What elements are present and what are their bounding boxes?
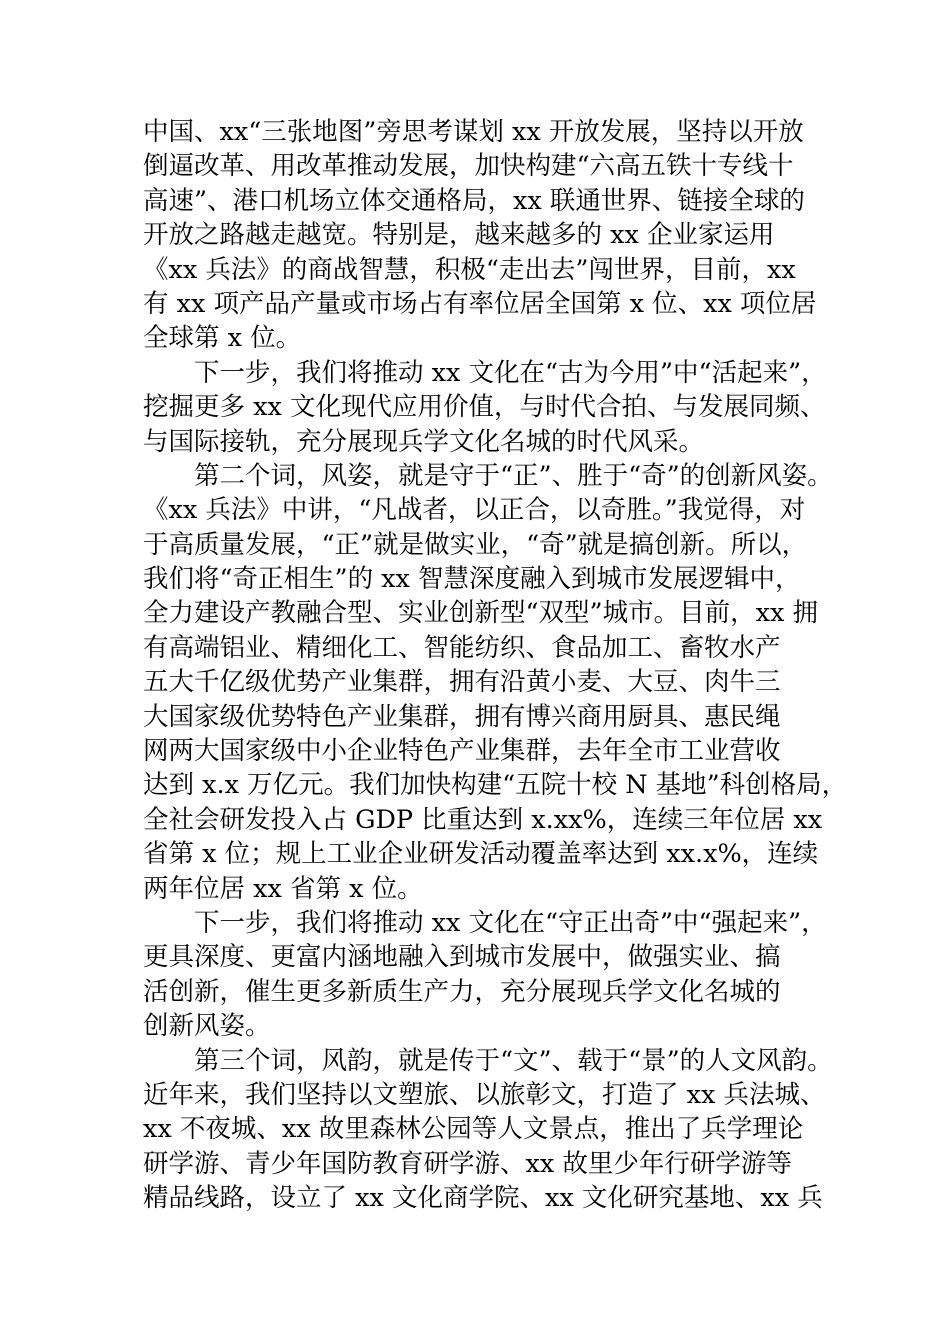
text-line: 全球第 x 位。: [143, 323, 302, 354]
text-line: 更具深度、更富内涵地融入到城市发展中，做强实业、搞: [143, 942, 781, 973]
text-line: 下一步，我们将推动 xx 文化在“守正出奇”中“强起来”，: [194, 907, 827, 938]
paragraph-opening-continued: [143, 115, 833, 356]
text-line: 两年位居 xx 省第 x 位。: [143, 873, 423, 904]
text-line: 精品线路，设立了 xx 文化商学院、xx 文化研究基地、xx 兵: [143, 1183, 823, 1214]
text-line: 省第 x 位；规上工业企业研发活动覆盖率达到 xx.x%，连续: [143, 839, 819, 870]
text-line: 挖掘更多 xx 文化现代应用价值，与时代合拍、与发展同频、: [143, 392, 826, 423]
text-line: 开放之路越走越宽。特别是，越来越多的 xx 企业家运用: [143, 220, 775, 251]
text-line: 有 xx 项产品产量或市场占有率位居全国第 x 位、xx 项位居: [143, 288, 817, 319]
text-line: 研学游、青少年国防教育研学游、xx 故里少年行研学游等: [143, 1148, 792, 1179]
text-line: 大国家级优势特色产业集群，拥有博兴商用厨具、惠民绳: [143, 701, 781, 732]
text-line: 全力建设产教融合型、实业创新型“双型”城市。目前，xx 拥: [143, 598, 818, 629]
text-line: 于高质量发展，“正”就是做实业，“奇”就是搞创新。所以，: [143, 529, 808, 560]
text-line: 近年来，我们坚持以文塑旅、以旅彰文，打造了 xx 兵法城、: [143, 1079, 826, 1110]
text-line: 全社会研发投入占 GDP 比重达到 x.xx%，连续三年位居 xx: [143, 804, 823, 835]
text-line: 活创新，催生更多新质生产力，充分展现兵学文化名城的: [143, 976, 781, 1007]
text-line: 倒逼改革、用改革推动发展，加快构建“六高五铁十专线十: [143, 151, 794, 182]
text-line: 有高端铝业、精细化工、智能纺织、食品加工、畜牧水产: [143, 632, 781, 663]
text-line: 《xx 兵法》的商战智慧，积极“走出去”闯世界，目前，xx: [143, 254, 796, 285]
text-line: 《xx 兵法》中讲，“凡战者，以正合，以奇胜。”我觉得，对: [143, 495, 806, 526]
document-body: [143, 115, 848, 1216]
text-line: 下一步，我们将推动 xx 文化在“古为今用”中“活起来”，: [194, 357, 827, 388]
text-line: 中国、xx“三张地图”旁思考谋划 xx 开放发展，坚持以开放: [143, 117, 804, 147]
text-line: xx 不夜城、xx 故里森林公园等人文景点，推出了兵学理论: [143, 1114, 804, 1145]
paragraph-second-word: [143, 459, 848, 906]
text-line: 达到 x.x 万亿元。我们加快构建“五院十校 N 基地”科创格局，: [143, 770, 848, 801]
text-line: 与国际接轨，充分展现兵学文化名城的时代风采。: [143, 426, 705, 457]
text-line: 第二个词，风姿，就是守于“正”、胜于“奇”的创新风姿。: [194, 460, 833, 491]
paragraph-third-word: [143, 1044, 833, 1216]
text-line: 创新风姿。: [143, 1011, 271, 1042]
paragraph-next-step-2: [143, 906, 833, 1044]
text-line: 网两大国家级中小企业特色产业集群，去年全市工业营收: [143, 736, 781, 767]
text-line: 五大千亿级优势产业集群，拥有沿黄小麦、大豆、肉牛三: [143, 667, 781, 698]
text-line: 第三个词，风韵，就是传于“文”、载于“景”的人文风韵。: [194, 1045, 833, 1076]
text-line: 我们将“奇正相生”的 xx 智慧深度融入到城市发展逻辑中，: [143, 564, 801, 595]
text-line: 高速”、港口机场立体交通格局，xx 联通世界、链接全球的: [143, 185, 805, 216]
paragraph-next-step-1: [143, 356, 833, 459]
